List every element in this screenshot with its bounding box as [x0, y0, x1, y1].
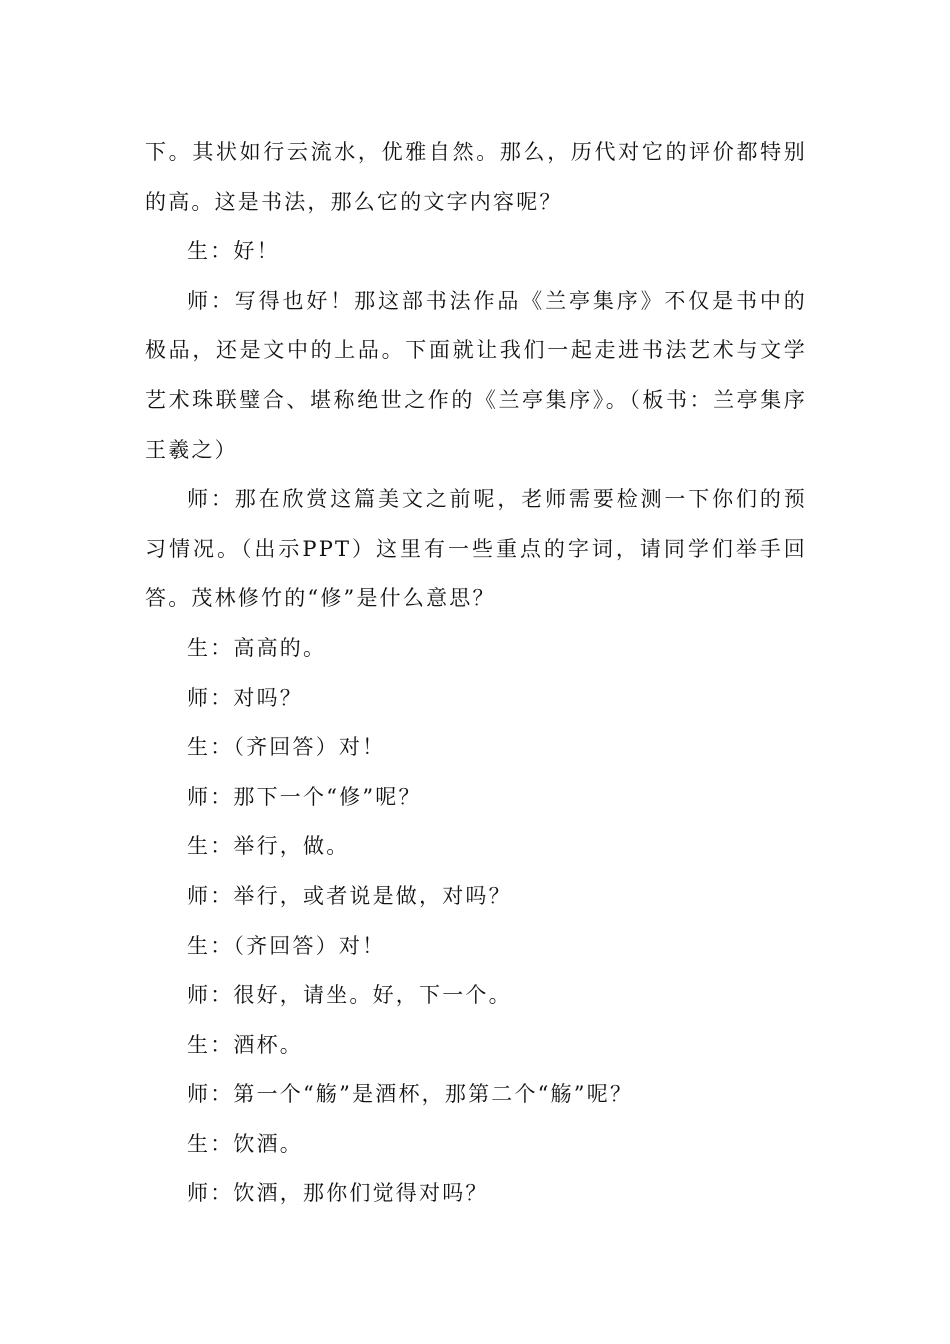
paragraph-student-reply: 生：好！: [187, 239, 280, 264]
document-body: [145, 128, 807, 1219]
paragraph-teacher-question: 师：第一个“觞”是酒杯，那第二个“觞”呢？: [187, 1082, 634, 1107]
paragraph-student-reply: 生：酒杯。: [187, 1032, 303, 1057]
paragraph-student-reply: 生：（齐回答）对！: [187, 933, 386, 958]
paragraph-teacher-preview-check: 师：那在欣赏这篇美文之前呢，老师需要检测一下你们的预习情况。（出示PPT）这里有一些重点的字词，请同学们举手回答。茂林修竹的“修”是什么意思？: [145, 487, 807, 611]
paragraph-teacher-question: 师：那下一个“修”呢？: [187, 784, 422, 809]
paragraph-teacher-intro: 师：写得也好！那这部书法作品《兰亭集序》不仅是书中的极品，还是文中的上品。下面就让我们一起走进书法艺术与文学艺术珠联璧合、堪称绝世之作的《兰亭集序》。（板书：兰亭集序王羲之）: [145, 288, 807, 462]
paragraph-teacher-question: 师：饮酒，那你们觉得对吗？: [187, 1181, 489, 1206]
paragraph-teacher-question: 师：很好，请坐。好，下一个。: [187, 983, 512, 1008]
paragraph-student-reply: 生：高高的。: [187, 635, 327, 660]
paragraph-student-reply: 生：（齐回答）对！: [187, 735, 386, 760]
paragraph-teacher-question: 师：举行，或者说是做，对吗？: [187, 883, 512, 908]
paragraph-teacher-question: 师：对吗？: [187, 685, 303, 710]
paragraph-student-reply: 生：举行，做。: [187, 834, 350, 859]
paragraph-student-reply: 生：饮酒。: [187, 1131, 303, 1156]
paragraph-continuation: 下。其状如行云流水，优雅自然。那么，历代对它的评价都特别的高。这是书法，那么它的文字内容呢？: [145, 140, 807, 214]
